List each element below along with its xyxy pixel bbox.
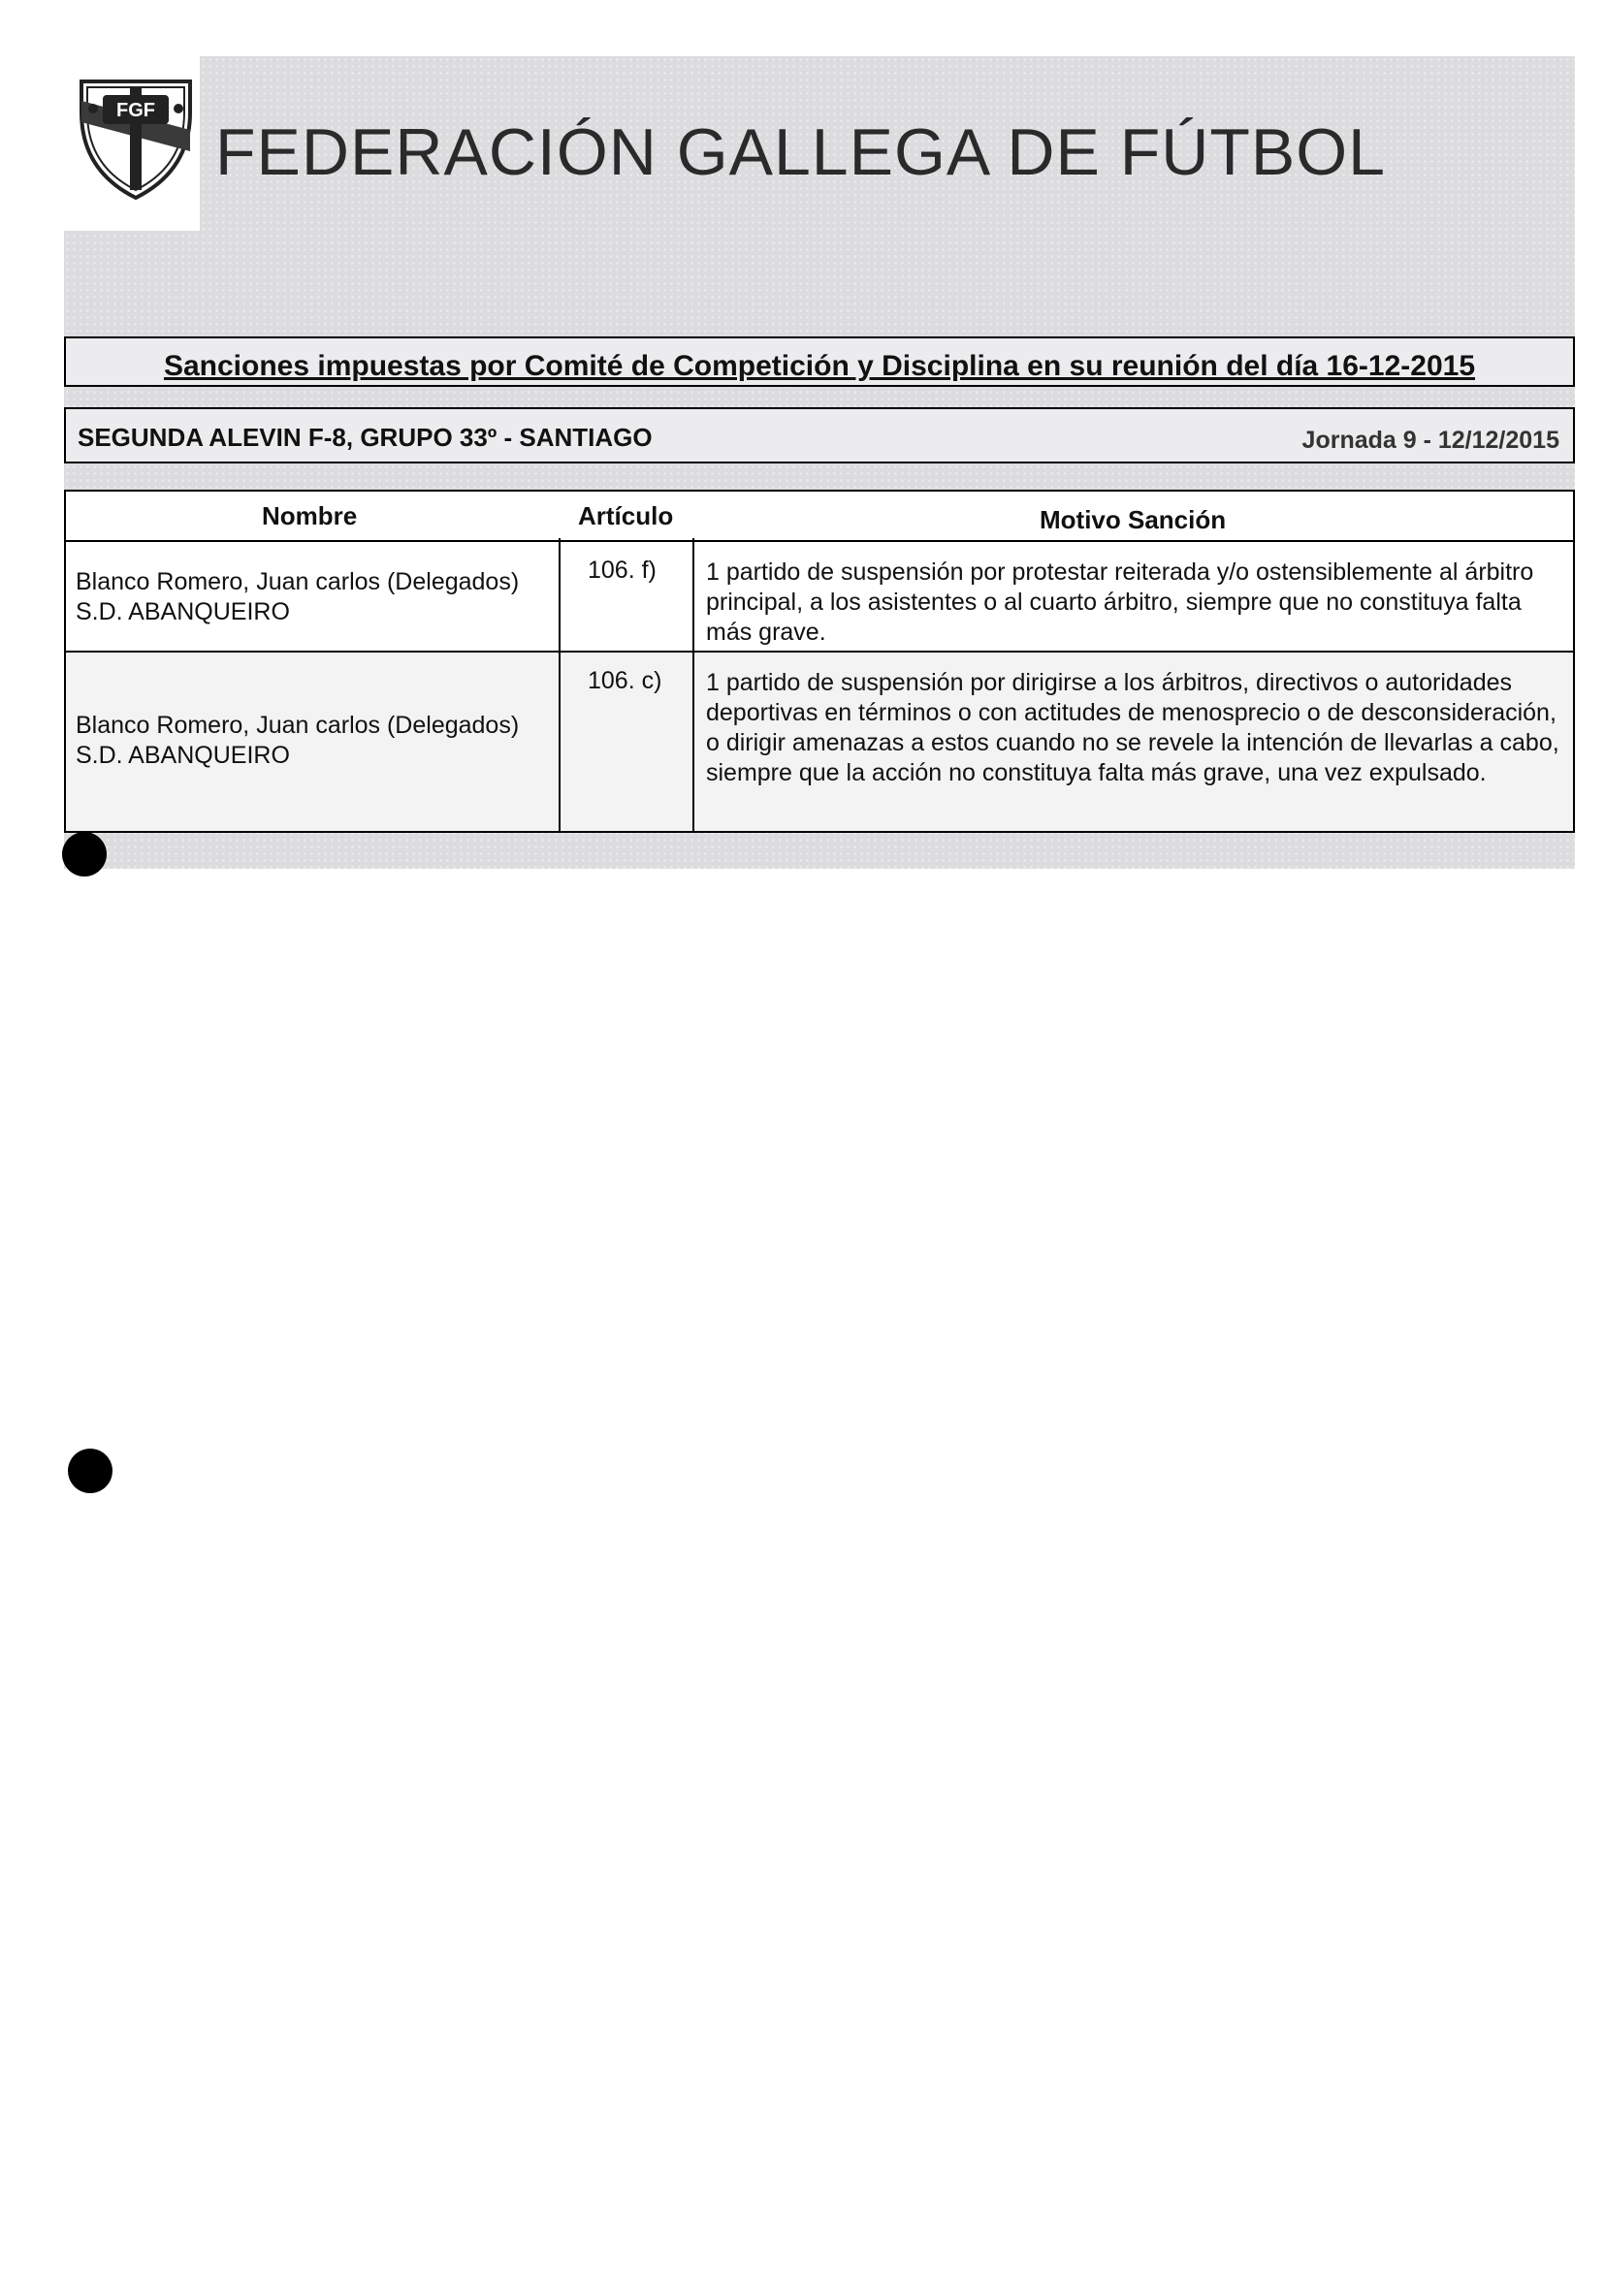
column-header-nombre: Nombre <box>262 501 358 530</box>
sanctions-table <box>64 490 1575 833</box>
row-1-name: Blanco Romero, Juan carlos (Delegados) <box>76 568 520 595</box>
column-divider-2 <box>692 538 694 831</box>
federation-logo <box>74 74 198 202</box>
column-divider-1 <box>559 538 561 831</box>
row-2-articulo: 106. c) <box>588 667 662 694</box>
sanciones-title: Sanciones impuestas por Comité de Competición y Disciplina en su reunión del día 16-12-2015 <box>163 350 1476 382</box>
row-1-club: S.D. ABANQUEIRO <box>76 598 290 625</box>
row-divider <box>66 651 1573 653</box>
jornada-date: Jornada 9 - 12/12/2015 <box>1301 427 1559 454</box>
row-1-articulo: 106. f) <box>588 557 657 584</box>
punch-hole-top <box>62 832 107 877</box>
header-divider <box>66 540 1573 542</box>
row-2-motivo: 1 partido de suspensión por dirigirse a los árbitros, directivos o autoridades deportivas en términos o con actitudes de menosprecio o de desconsideración, o dirigir amenazas a estos cuando no se revele la intención de llevarlas a cabo, siempre que la acción no constituya falta más grave, una vez expulsado. <box>706 669 1559 786</box>
sanciones-header <box>64 336 1575 387</box>
column-header-articulo: Artículo <box>578 501 674 530</box>
table-row-2-nombre <box>76 711 555 771</box>
svg-text:FGF: FGF <box>116 100 155 121</box>
row-2-club: S.D. ABANQUEIRO <box>76 742 290 769</box>
row-1-motivo: 1 partido de suspensión por protestar reiterada y/o ostensiblemente al árbitro principal, a los asistentes o al cuarto árbitro, siempre que no constituya falta más grave. <box>706 558 1534 646</box>
group-name: SEGUNDA ALEVIN F-8, GRUPO 33º - SANTIAGO <box>78 423 653 452</box>
group-header <box>64 407 1575 463</box>
table-row-1-nombre <box>76 567 555 627</box>
punch-hole-bottom <box>68 1449 112 1493</box>
column-header-motivo: Motivo Sanción <box>1040 505 1227 534</box>
row-2-name: Blanco Romero, Juan carlos (Delegados) <box>76 712 520 739</box>
federation-title: FEDERACIÓN GALLEGA DE FÚTBOL <box>215 115 1386 189</box>
